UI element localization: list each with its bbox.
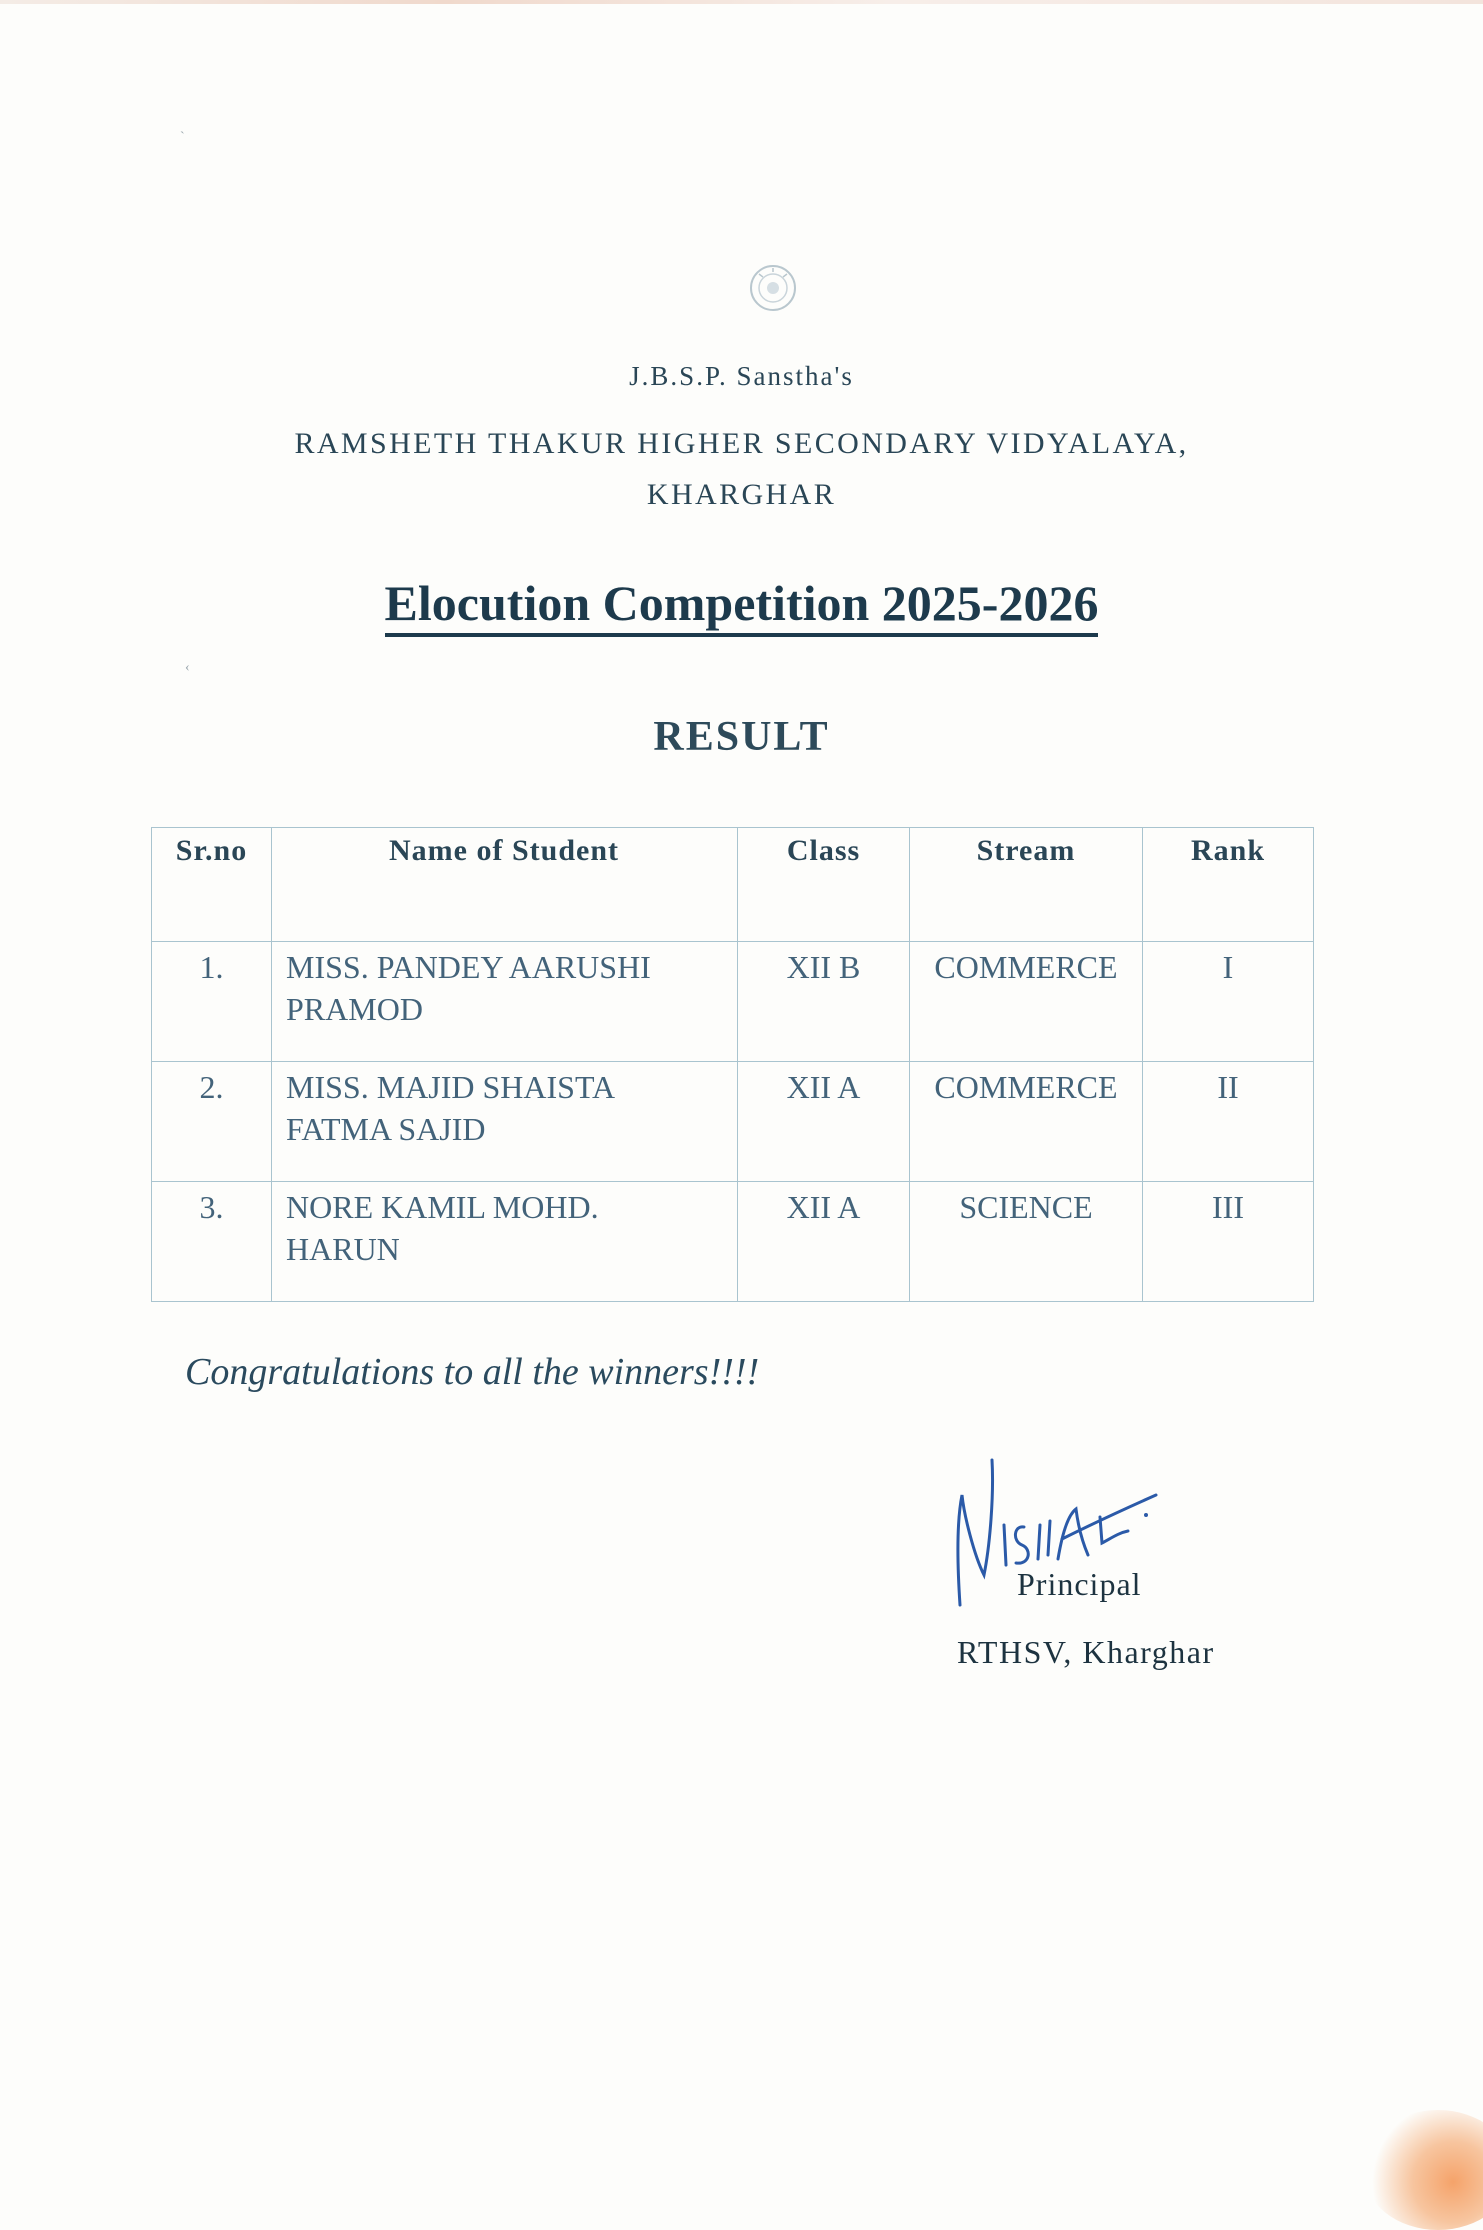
header-class: Class <box>738 828 910 942</box>
cell-stream: COMMERCE <box>910 1062 1143 1182</box>
signatory-institution: RTHSV, Kharghar <box>957 1634 1215 1670</box>
name-line: NORE KAMIL MOHD. <box>286 1189 599 1225</box>
document-title <box>0 574 1483 632</box>
header-rank: Rank <box>1143 828 1314 942</box>
cell-name <box>272 1182 738 1302</box>
table-row <box>152 1182 1314 1302</box>
name-line: FATMA SAJID <box>286 1111 486 1147</box>
school-name: RAMSHETH THAKUR HIGHER SECONDARY VIDYALAYA, <box>294 427 1189 460</box>
name-line: PRAMOD <box>286 991 423 1027</box>
cell-rank: III <box>1143 1182 1314 1302</box>
school-seal-icon <box>747 262 799 314</box>
cell-rank: I <box>1143 942 1314 1062</box>
page-top-edge <box>0 0 1483 4</box>
name-line: HARUN <box>286 1231 400 1267</box>
cell-name <box>272 1062 738 1182</box>
table-row <box>152 942 1314 1062</box>
name-line: MISS. MAJID SHAISTA <box>286 1069 616 1105</box>
cell-class: XII A <box>738 1062 910 1182</box>
results-table <box>151 827 1314 1302</box>
cell-sr-no: 3. <box>152 1182 272 1302</box>
signatory-title: Principal <box>1017 1566 1142 1602</box>
cell-sr-no: 2. <box>152 1062 272 1182</box>
congratulations-note: Congratulations to all the winners!!!! <box>185 1351 760 1393</box>
scan-speck: ‹ <box>185 660 190 675</box>
cell-stream: SCIENCE <box>910 1182 1143 1302</box>
name-line: MISS. PANDEY AARUSHI <box>286 949 651 985</box>
cell-class: XII B <box>738 942 910 1062</box>
scan-speck: ` <box>180 130 185 145</box>
header-sr-no: Sr.no <box>152 828 272 942</box>
table-header-row <box>152 828 1314 942</box>
table-row <box>152 1062 1314 1182</box>
org-name: J.B.S.P. Sanstha's <box>629 361 854 391</box>
result-heading: RESULT <box>653 714 830 760</box>
document-title-text: Elocution Competition 2025-2026 <box>385 575 1099 637</box>
cell-class: XII A <box>738 1182 910 1302</box>
cell-name <box>272 942 738 1062</box>
school-location: KHARGHAR <box>646 478 837 511</box>
header-stream: Stream <box>910 828 1143 942</box>
cell-stream: COMMERCE <box>910 942 1143 1062</box>
cell-sr-no: 1. <box>152 942 272 1062</box>
header-name: Name of Student <box>272 828 738 942</box>
corner-stain <box>1363 2110 1483 2230</box>
cell-rank: II <box>1143 1062 1314 1182</box>
